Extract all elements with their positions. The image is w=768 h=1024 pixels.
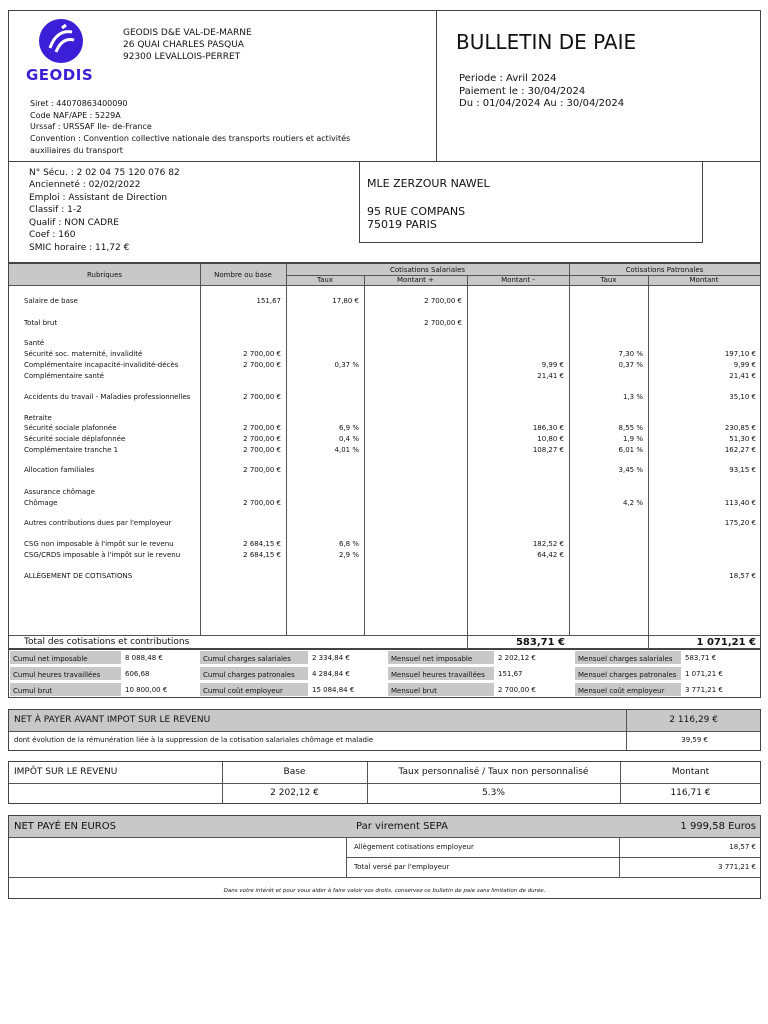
header-montant-moins: Montant - — [501, 276, 535, 284]
total-label: Total des cotisations et contributions — [24, 637, 190, 647]
table-cell-plus: 2 700,00 € — [424, 319, 462, 327]
table-cell-taux: 4,01 % — [334, 446, 359, 454]
header-cot-pat: Cotisations Patronales — [625, 266, 704, 274]
total-patronal: 1 071,21 € — [696, 637, 756, 648]
table-cell-pmont: 35,10 € — [729, 393, 756, 401]
cumul-label: Cumul charges patronales — [199, 666, 309, 681]
table-cell-pmont: 18,57 € — [729, 572, 756, 580]
table-row-label: Complémentaire incapacité-invalidité-décès — [24, 361, 179, 369]
table-cell-base: 2 700,00 € — [243, 424, 281, 432]
table-cell-base: 2 684,15 € — [243, 551, 281, 559]
cumul-label: Cumul heures travaillées — [9, 666, 122, 681]
header-rubriques: Rubriques — [86, 271, 123, 279]
total-verse-value: 3 771,21 € — [718, 863, 756, 871]
table-row-label: Autres contributions dues par l'employeur — [24, 519, 172, 527]
cumul-label: Mensuel coût employeur — [574, 682, 682, 697]
table-row-label: Total brut — [24, 319, 58, 327]
cumul-value: 3 771,21 € — [685, 686, 723, 694]
geodis-logo — [28, 18, 103, 88]
company-name: GEODIS D&E VAL-DE-MARNE — [123, 28, 252, 38]
table-cell-pmont: 93,15 € — [729, 466, 756, 474]
table-row-label: Assurance chômage — [24, 488, 95, 496]
table-cell-moins: 186,30 € — [532, 424, 564, 432]
company-address-2: 92300 LEVALLOIS-PERRET — [123, 52, 241, 62]
header-montant-plus: Montant + — [396, 276, 435, 284]
impot-montant: 116,71 € — [670, 788, 711, 798]
header-montant-pat: Montant — [689, 276, 719, 284]
cumul-value: 583,71 € — [685, 654, 717, 662]
cumul-value: 151,67 — [498, 670, 523, 678]
classif: Classif : 1-2 — [29, 205, 82, 215]
convention-line-2: auxiliaires du transport — [30, 146, 123, 155]
periode-range: Du : 01/04/2024 Au : 30/04/2024 — [459, 98, 625, 109]
cumul-label: Mensuel net imposable — [387, 650, 495, 665]
logo-text: GEODIS — [26, 66, 94, 84]
table-cell-moins: 64,42 € — [537, 551, 564, 559]
cumul-value: 2 700,00 € — [498, 686, 536, 694]
table-cell-taux: 0,37 % — [334, 361, 359, 369]
cumul-label: Cumul brut — [9, 682, 122, 697]
table-cell-base: 2 700,00 € — [243, 361, 281, 369]
urssaf: Urssaf : URSSAF Ile- de-France — [30, 122, 152, 131]
table-cell-base: 2 700,00 € — [243, 466, 281, 474]
table-cell-base: 2 700,00 € — [243, 393, 281, 401]
code-naf: Code NAF/APE : 5229A — [30, 111, 121, 120]
table-cell-ptaux: 0,37 % — [618, 361, 643, 369]
net-avant-impot-label: NET À PAYER AVANT IMPOT SUR LE REVENU — [14, 715, 211, 725]
impot-taux: 5.3% — [482, 788, 505, 798]
table-row-label: Santé — [24, 339, 45, 347]
geodis-logo-icon — [28, 18, 103, 68]
table-cell-taux: 0,4 % — [338, 435, 359, 443]
impot-base-label: Base — [283, 767, 306, 777]
impot-taux-label: Taux personnalisé / Taux non personnalisé — [398, 767, 589, 777]
cumul-label: Mensuel charges salariales — [574, 650, 682, 665]
table-row-label: Chômage — [24, 499, 58, 507]
cumul-value: 1 071,21 € — [685, 670, 723, 678]
allegement-label: Allègement cotisations employeur — [354, 843, 474, 851]
cumul-value: 2 202,12 € — [498, 654, 536, 662]
table-row-label: Complémentaire tranche 1 — [24, 446, 119, 454]
table-row-label: Accidents du travail - Maladies professionnelles — [24, 393, 191, 401]
anciennete: Ancienneté : 02/02/2022 — [29, 180, 141, 190]
evolution-value: 39,59 € — [681, 736, 708, 744]
page-title: BULLETIN DE PAIE — [456, 30, 637, 54]
total-salarial: 583,71 € — [515, 637, 565, 648]
header-nombre: Nombre ou base — [214, 271, 272, 279]
table-row-label: Sécurité soc. maternité, invalidité — [24, 350, 143, 358]
convention-line-1: Convention : Convention collective nationale des transports routiers et activités — [30, 134, 351, 143]
table-row-label: Sécurité sociale plafonnée — [24, 424, 117, 432]
table-row-label: Retraite — [24, 414, 52, 422]
header-taux-pat: Taux — [600, 276, 617, 284]
table-cell-base: 2 700,00 € — [243, 446, 281, 454]
cumul-value: 8 088,48 € — [125, 654, 163, 662]
siret: Siret : 44070863400090 — [30, 99, 128, 108]
employee-address-2: 75019 PARIS — [367, 218, 437, 231]
evolution-label: dont évolution de la rémunération liée à la suppression de la cotisation salariales chômage et maladie — [14, 736, 374, 744]
net-paye-mode: Par virement SEPA — [356, 821, 448, 832]
cumul-label: Mensuel brut — [387, 682, 495, 697]
table-cell-taux: 6,8 % — [338, 540, 359, 548]
table-cell-base: 151,67 — [256, 297, 281, 305]
table-cell-pmont: 51,30 € — [729, 435, 756, 443]
periode: Periode : Avril 2024 — [459, 73, 557, 84]
cumul-value: 4 284,84 € — [312, 670, 350, 678]
net-avant-impot-value: 2 116,29 € — [669, 715, 718, 725]
emploi: Emploi : Assistant de Direction — [29, 193, 168, 203]
net-paye-label: NET PAYÉ EN EUROS — [14, 821, 116, 832]
header-cot-sal: Cotisations Salariales — [389, 266, 466, 274]
total-verse-label: Total versé par l'employeur — [354, 863, 450, 871]
cumul-label: Cumul charges salariales — [199, 650, 309, 665]
table-cell-pmont: 113,40 € — [724, 499, 756, 507]
cumul-label: Cumul net imposable — [9, 650, 122, 665]
table-cell-pmont: 197,10 € — [724, 350, 756, 358]
cumul-value: 15 084,84 € — [312, 686, 355, 694]
table-cell-base: 2 700,00 € — [243, 499, 281, 507]
table-cell-ptaux: 6,01 % — [618, 446, 643, 454]
table-cell-pmont: 9,99 € — [733, 361, 756, 369]
table-row-label: Allocation familiales — [24, 466, 95, 474]
table-cell-pmont: 230,85 € — [724, 424, 756, 432]
table-cell-taux: 2,9 % — [338, 551, 359, 559]
table-cell-pmont: 175,20 € — [724, 519, 756, 527]
table-row-label: CSG non imposable à l'impôt sur le revenu — [24, 540, 174, 548]
table-cell-ptaux: 7,30 % — [618, 350, 643, 358]
table-cell-pmont: 21,41 € — [729, 372, 756, 380]
table-cell-moins: 9,99 € — [541, 361, 564, 369]
table-cell-moins: 10,80 € — [537, 435, 564, 443]
impot-montant-label: Montant — [671, 767, 710, 777]
employee-name: MLE ZERZOUR NAWEL — [367, 177, 490, 190]
qualif: Qualif : NON CADRE — [29, 218, 119, 228]
table-cell-pmont: 162,27 € — [724, 446, 756, 454]
table-row-label: Sécurité sociale déplafonnée — [24, 435, 126, 443]
table-row-label: CSG/CRDS imposable à l'impôt sur le revenu — [24, 551, 181, 559]
coef: Coef : 160 — [29, 230, 76, 240]
cumul-label: Mensuel heures travaillées — [387, 666, 495, 681]
allegement-value: 18,57 € — [729, 843, 756, 851]
table-cell-base: 2 700,00 € — [243, 435, 281, 443]
table-cell-moins: 108,27 € — [532, 446, 564, 454]
net-paye-value: 1 999,58 Euros — [680, 821, 756, 832]
secu-number: N° Sécu. : 2 02 04 75 120 076 82 — [29, 168, 180, 178]
table-cell-ptaux: 1,9 % — [622, 435, 643, 443]
table-cell-ptaux: 3,45 % — [618, 466, 643, 474]
table-cell-base: 2 700,00 € — [243, 350, 281, 358]
cumul-value: 2 334,84 € — [312, 654, 350, 662]
table-cell-taux: 17,80 € — [332, 297, 359, 305]
table-cell-moins: 21,41 € — [537, 372, 564, 380]
cumul-value: 606,68 — [125, 670, 150, 678]
table-cell-plus: 2 700,00 € — [424, 297, 462, 305]
company-address-1: 26 QUAI CHARLES PASQUA — [123, 40, 244, 50]
smic: SMIC horaire : 11,72 € — [29, 243, 130, 253]
table-cell-ptaux: 8,55 % — [618, 424, 643, 432]
table-cell-ptaux: 1,3 % — [622, 393, 643, 401]
table-row-label: Salaire de base — [24, 297, 78, 305]
impot-base: 2 202,12 € — [270, 788, 319, 798]
table-cell-taux: 6,9 % — [338, 424, 359, 432]
table-cell-base: 2 684,15 € — [243, 540, 281, 548]
table-row-label: ALLÈGEMENT DE COTISATIONS — [24, 572, 133, 580]
employee-address-1: 95 RUE COMPANS — [367, 205, 466, 218]
footer-note: Dans votre intérêt et pour vous aider à faire valoir vos droits, conservez ce bulletin de paie sans limitation de durée. — [223, 888, 546, 894]
table-row-label: Complémentaire santé — [24, 372, 104, 380]
table-cell-ptaux: 4,2 % — [622, 499, 643, 507]
cumul-label: Mensuel charges patronales — [574, 666, 682, 681]
cumul-value: 10 800,00 € — [125, 686, 168, 694]
cumul-label: Cumul coût employeur — [199, 682, 309, 697]
paiement-date: Paiement le : 30/04/2024 — [459, 86, 586, 97]
impot-label: IMPÔT SUR LE REVENU — [14, 767, 118, 777]
table-cell-moins: 182,52 € — [532, 540, 564, 548]
header-taux: Taux — [317, 276, 333, 284]
